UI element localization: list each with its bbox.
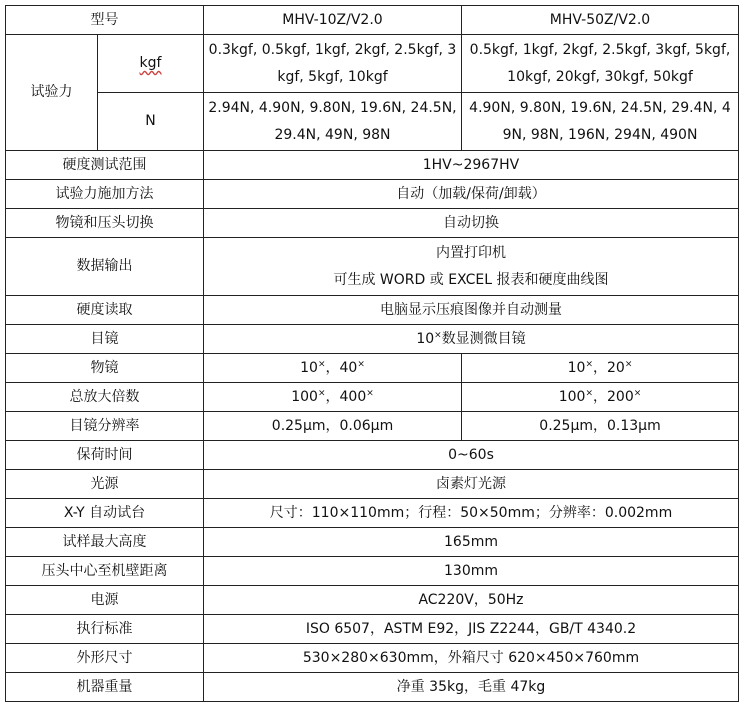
- model-label: 型号: [6, 6, 204, 35]
- table-row: [6, 673, 739, 702]
- row-value: 尺寸：110×110mm；行程：50×50mm；分辨率：0.002mm: [204, 499, 739, 528]
- row-label: 外形尺寸: [6, 644, 204, 673]
- row-value: 130mm: [204, 557, 739, 586]
- spec-table: [5, 5, 739, 702]
- output-label: 数据输出: [6, 238, 204, 296]
- table-row: [6, 441, 739, 470]
- magnification-a: 100×，400×: [204, 383, 462, 412]
- force-n-a: 2.94N, 4.90N, 9.80N, 19.6N, 24.5N, 29.4N, 49N, 98N: [204, 93, 462, 151]
- force-unit-n: N: [98, 93, 204, 151]
- row-label: 电源: [6, 586, 204, 615]
- row-label: 硬度读取: [6, 296, 204, 325]
- row-label: 保荷时间: [6, 441, 204, 470]
- force-kgf-b: 0.5kgf, 1kgf, 2kgf, 2.5kgf, 3kgf, 5kgf, 10kgf, 20kgf, 30kgf, 50kgf: [462, 35, 739, 93]
- force-unit-kgf: [98, 35, 204, 93]
- table-row: [6, 93, 739, 151]
- row-label: 机器重量: [6, 673, 204, 702]
- table-row: [6, 354, 739, 383]
- row-label: X-Y 自动试台: [6, 499, 204, 528]
- table-row: [6, 557, 739, 586]
- table-row: [6, 499, 739, 528]
- force-label: 试验力: [6, 35, 98, 151]
- magnification-b: 100×，200×: [462, 383, 739, 412]
- table-row: [6, 470, 739, 499]
- force-kgf-a: 0.3kgf, 0.5kgf, 1kgf, 2kgf, 2.5kgf, 3kgf, 5kgf, 10kgf: [204, 35, 462, 93]
- table-row: [6, 615, 739, 644]
- row-value: 卤素灯光源: [204, 470, 739, 499]
- output-line-2: 可生成 WORD 或 EXCEL 报表和硬度曲线图: [333, 271, 609, 288]
- table-row: [6, 151, 739, 180]
- output-line-1: 内置打印机: [436, 244, 506, 261]
- row-value: 净重 35kg，毛重 47kg: [204, 673, 739, 702]
- resolution-a: 0.25μm，0.06μm: [204, 412, 462, 441]
- table-row: [6, 180, 739, 209]
- row-label: 试样最大高度: [6, 528, 204, 557]
- table-row: [6, 325, 739, 354]
- table-row: [6, 35, 739, 93]
- table-row: [6, 209, 739, 238]
- table-row: [6, 528, 739, 557]
- table-row: [6, 586, 739, 615]
- row-value: 1HV~2967HV: [204, 151, 739, 180]
- row-value: AC220V，50Hz: [204, 586, 739, 615]
- row-label: 光源: [6, 470, 204, 499]
- row-label: 总放大倍数: [6, 383, 204, 412]
- row-label: 压头中心至机壁距离: [6, 557, 204, 586]
- row-value: 电脑显示压痕图像并自动测量: [204, 296, 739, 325]
- row-value: 自动（加载/保荷/卸载）: [204, 180, 739, 209]
- model-b: MHV-50Z/V2.0: [462, 6, 739, 35]
- table-row: [6, 383, 739, 412]
- row-value: 0~60s: [204, 441, 739, 470]
- row-label: 物镜和压头切换: [6, 209, 204, 238]
- row-value: 自动切换: [204, 209, 739, 238]
- objective-b: 10×，20×: [462, 354, 739, 383]
- row-label: 目镜: [6, 325, 204, 354]
- row-label: 试验力施加方法: [6, 180, 204, 209]
- row-label: 执行标准: [6, 615, 204, 644]
- resolution-b: 0.25μm，0.13μm: [462, 412, 739, 441]
- eyepiece-value: 10×数显测微目镜: [204, 325, 739, 354]
- kgf-unit-text: kgf: [139, 55, 162, 71]
- row-value: ISO 6507，ASTM E92，JIS Z2244，GB/T 4340.2: [204, 615, 739, 644]
- force-n-b: 4.90N, 9.80N, 19.6N, 24.5N, 29.4N, 49N, 98N, 196N, 294N, 490N: [462, 93, 739, 151]
- table-row: [6, 644, 739, 673]
- table-row: [6, 412, 739, 441]
- row-label: 物镜: [6, 354, 204, 383]
- row-label: 目镜分辨率: [6, 412, 204, 441]
- output-value: [204, 238, 739, 296]
- table-row: [6, 296, 739, 325]
- row-label: 硬度测试范围: [6, 151, 204, 180]
- model-a: MHV-10Z/V2.0: [204, 6, 462, 35]
- table-row: [6, 6, 739, 35]
- row-value: 165mm: [204, 528, 739, 557]
- table-row: [6, 238, 739, 296]
- row-value: 530×280×630mm，外箱尺寸 620×450×760mm: [204, 644, 739, 673]
- objective-a: 10×，40×: [204, 354, 462, 383]
